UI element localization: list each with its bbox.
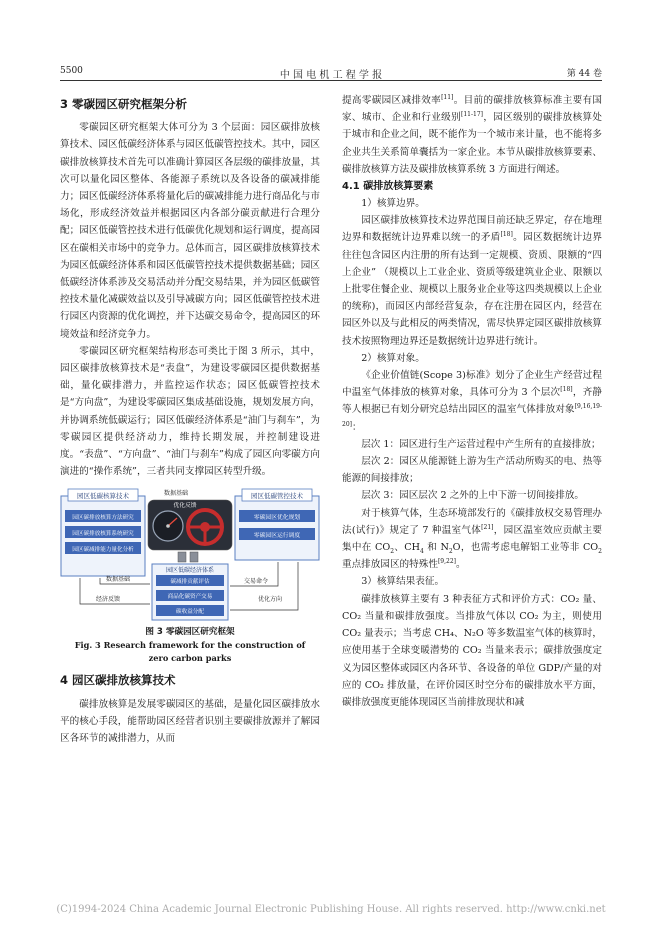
right-item-1: 零碳园区优化规划 xyxy=(253,515,301,522)
box-left-title: 园区低碳核算技术 xyxy=(77,492,129,501)
right-item-2: 零碳园区运行调度 xyxy=(253,533,301,540)
level-3: 层次 3：园区层次 2 之外的上中下游一切间接排放。 xyxy=(361,490,585,502)
object-paragraph: 《企业价值链(Scope 3)标准》划分了企业生产经营过程中温室气体排放的核算对象，具体可分为 3 个层次[18]，齐静等人根据已有划分研究总结出园区的温室气体排放对象[9,16,19-20]： xyxy=(342,370,603,433)
label-trade-cmd: 交易命令 xyxy=(243,578,269,586)
volume-label: 第 44 卷 xyxy=(566,69,602,79)
section-4-heading: 4 园区碳排放核算技术 xyxy=(60,673,176,688)
figure-caption-en-line2: zero carbon parks xyxy=(148,652,232,663)
figure-caption-en-line1: Fig. 3 Research framework for the construction of xyxy=(74,640,306,651)
bottom-item-2: 商品化碳资产交易 xyxy=(167,594,213,601)
subsection-4-1-heading: 4.1 碳排放核算要素 xyxy=(342,181,434,193)
section-3-paragraph-1: 零碳园区研究框架大体可分为 3 个层面：园区碳排放核算技术、园区低碳经济体系与园区低碳管控技术。其中，园区碳排放核算技术首先可以准确计算园区各层级的碳排放量，其次可以量化园区整体、各能源子系统以及各设备的碳减排能力；园区低碳经济体系将量化后的碳减排能力进行商品化与市场化，形成经济效益并根据园区内各部分碳贡献进行合理分配；园区低碳管控技术进行低碳优化规划和运行调度，提高园区在碳相关市场中的竞争力。总体而言，园区碳排放核算技术为园区低碳经济体系和园区低碳管控技术提供数据基础；园区低碳经济体系涉及交易活动并分配交易结果，并为园区低碳管控技术量化减碳效益以及引导减碳方向；园区低碳管控技术进行园区内资源的优化调控，并下达碳交易命令，提高园区的环境效益和经济竞争力。 xyxy=(60,122,320,340)
gas-paragraph: 对于核算气体，生态环境部发行的《碳排放权交易管理办法(试行)》规定了 7 种温室气体[21]，园区温室效应贡献主要集中在 $CO_2$、$CH_4$ 和 $N_2O$，也需考虑电解铝工业等非 $CO_2$ 重点排放园区的特殊性[9,22]。 xyxy=(342,507,602,571)
figure-caption-cn: 图 3 零碳园区研究框架 xyxy=(145,627,235,638)
label-data-base-bottom: 数据基础 xyxy=(105,576,131,584)
journal-title: 中 国 电 机 工 程 学 报 xyxy=(279,70,383,81)
continued-paragraph: 提高零碳园区减排效率[11]。目前的碳排放核算标准主要有国家、城市、企业和行业级别[11-17]，园区级别的碳排放核算处于城市和企业之间，既不能作为一个城市来计量，也不能将多企业共生关系简单囊括为一家企业。本节从碳排放核算要素、碳排放核算方法及碳排放核算系统 3 方面进行阐述。 xyxy=(342,93,603,175)
figure-3-framework-diagram xyxy=(60,486,320,622)
left-item-2: 园区碳排放核算系统研究 xyxy=(72,531,134,538)
header-rule xyxy=(60,80,602,81)
copyright-footer: (C)1994-2024 China Academic Journal Electronic Publishing House. All rights reserved. http://www.cnki.net xyxy=(56,904,606,915)
figure-caption-en xyxy=(60,639,320,664)
item-boundary-label: 1）核算边界。 xyxy=(361,198,425,210)
label-data-base-top: 数据基础 xyxy=(163,490,189,498)
boundary-paragraph: 园区碳排放核算技术边界范围目前还缺乏界定，存在地理边界和数据统计边界难以统一的矛盾[18]。园区数据统计边界往往包含园区内注册的所有达到一定规模、资质、限额的“四上企业” （规模以上工业企业、资质等级建筑业企业、限额以上批零住餐企业、规模以上服务业企业等这四类规模以上企业的统称)，而园区内部经营复杂，存在注册在园区内，经营在园区外以及与此相反的两类情况，需尽快界定园区碳排放核算技术按照物理边界还是数据统计边界进行统计。 xyxy=(342,215,603,347)
level-2: 层次 2：园区从能源链上游为生产活动所购买的电、热等能源的间接排放； xyxy=(342,456,602,485)
pedal-icon xyxy=(178,552,186,562)
left-item-3: 园区碳减排能力量化分析 xyxy=(72,547,134,554)
bottom-item-3: 碳收益分配 xyxy=(176,609,204,616)
label-econ-feedback: 经济反馈 xyxy=(95,596,121,604)
box-bottom-title: 园区低碳经济体系 xyxy=(165,567,215,575)
section-3-heading: 3 零碳园区研究框架分析 xyxy=(60,97,188,111)
result-paragraph: 碳排放核算主要有 3 种表征方式和评价方式：CO₂ 量、CO₂ 当量和碳排放强度。当排放气体以 CO₂ 为主，则使用 CO₂ 量表示；当考虑 CH₄、N₂O 等多数温室气体的核算时，应使用基于全球变暖潜势的 CO₂ 当量来表示；碳排放强度定义为园区整体或园区内各环节、各设备的单位 GDP/产量的对应的 CO₂ 排放量，在评价园区时空分布的碳排放水平方面，碳排放强度更能体现园区当前排放现状和减 xyxy=(342,593,602,708)
label-opt-dir: 优化方向 xyxy=(257,596,283,604)
bottom-item-1: 碳减排贡献评估 xyxy=(170,579,210,586)
box-right-title: 园区低碳管控技术 xyxy=(251,492,303,501)
section-4-paragraph-1: 碳排放核算是发展零碳园区的基础，是量化园区碳排放水平的核心手段，能帮助园区经营者识别主要碳排放源并了解园区各环节的减排潜力，从而 xyxy=(60,698,320,745)
section-3-paragraph-2: 零碳园区研究框架结构形态可类比于图 3 所示，其中，园区碳排放核算技术是“表盘”，为建设零碳园区提供数据基础，量化碳排潜力，并监控运作状态；园区低碳管控技术是“方向盘”，为建设零碳园区集成基础设施，规划发展方向，并协调系统低碳运行；园区低碳经济体系是“油门与刹车”，为零碳园区提供经济动力，维持长期发展，并控制建设进度。“表盘”、“方向盘”、“油门与刹车”构成了园区向零碳方向演进的“操作系统”，三者共同支撑园区转型升级。 xyxy=(60,345,320,478)
level-1: 层次 1：园区进行生产运营过程中产生所有的直接排放； xyxy=(361,438,601,450)
page-number: 5500 xyxy=(60,66,83,76)
item-object-label: 2）核算对象。 xyxy=(361,352,425,364)
item-result-label: 3）核算结果表征。 xyxy=(361,576,445,588)
left-column xyxy=(60,92,320,747)
left-item-1: 园区碳排放核算方法研究 xyxy=(72,515,134,522)
label-opt-feedback: 优化反馈 xyxy=(173,503,197,510)
right-column xyxy=(342,92,602,711)
